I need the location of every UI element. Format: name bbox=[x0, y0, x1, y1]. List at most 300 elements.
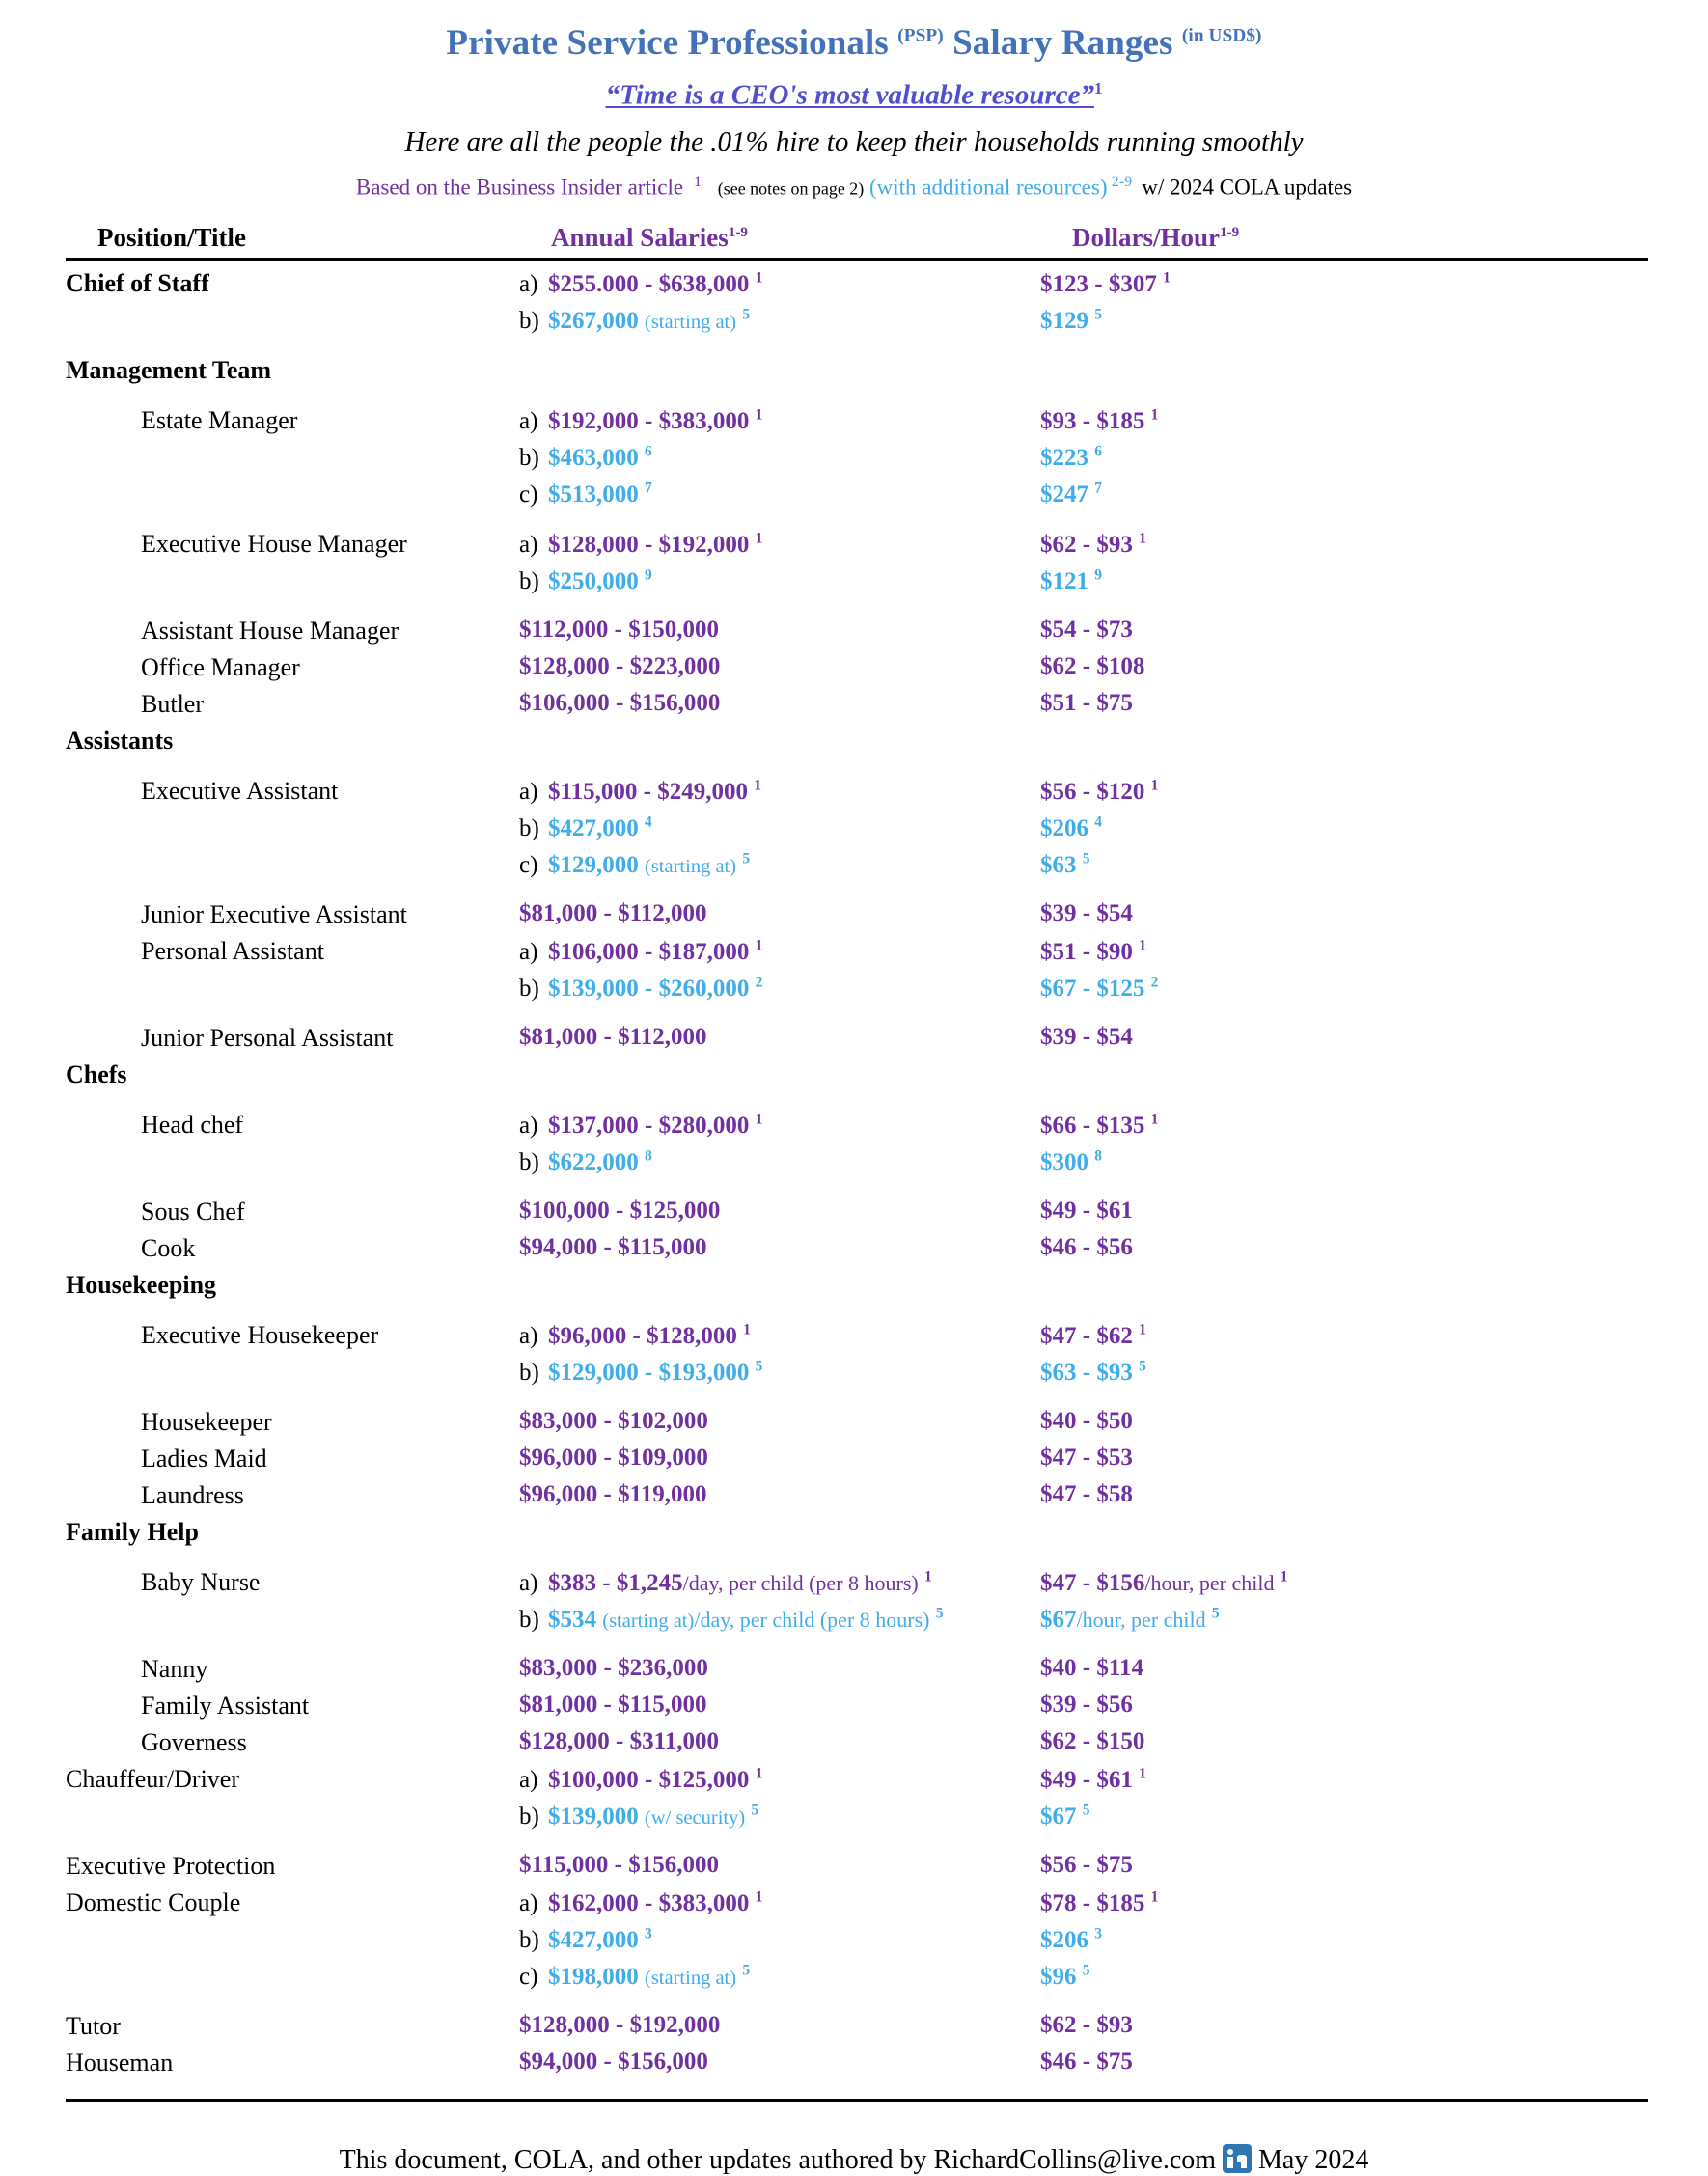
annual-salary-value-footnote: 8 bbox=[645, 1147, 652, 1165]
entry-marker: a) bbox=[519, 1112, 538, 1139]
annual-salary-value-amount: $192,000 - $383,000 bbox=[548, 407, 750, 434]
hourly-rate-value-amount: $62 - $93 bbox=[1040, 531, 1133, 558]
cell-hourly bbox=[1040, 2012, 1648, 2039]
annual-salary-value-unit: /day, per child (per 8 hours) bbox=[682, 1570, 919, 1595]
hourly-rate-value bbox=[1040, 1570, 1287, 1596]
annual-salary-value bbox=[548, 1607, 944, 1633]
cell-position bbox=[66, 777, 519, 806]
cell-hourly bbox=[1040, 777, 1648, 805]
annual-salary-value-footnote: 4 bbox=[645, 813, 652, 831]
position-title: Junior Personal Assistant bbox=[141, 1024, 394, 1053]
cell-hourly bbox=[1040, 1408, 1648, 1435]
annual-salary-value-amount: $139,000 bbox=[548, 1803, 639, 1830]
hourly-rate-value-amount: $40 - $114 bbox=[1040, 1655, 1143, 1682]
cell-annual bbox=[519, 306, 1040, 334]
cell-position bbox=[66, 2012, 519, 2041]
cell-position bbox=[66, 653, 519, 682]
cell-position bbox=[66, 1408, 519, 1437]
hourly-rate-value-amount: $63 bbox=[1040, 851, 1077, 878]
hourly-rate-value-footnote: 9 bbox=[1094, 566, 1102, 584]
position-title: Estate Manager bbox=[141, 406, 298, 435]
annual-salary-value-amount: $81,000 - $112,000 bbox=[519, 1024, 707, 1051]
hourly-rate-value-amount: $67 - $125 bbox=[1040, 975, 1145, 1002]
table-row bbox=[66, 813, 1648, 850]
position-title: Domestic Couple bbox=[66, 1888, 241, 1917]
annual-salary-value bbox=[548, 976, 762, 1002]
hourly-rate-value-amount: $46 - $56 bbox=[1040, 1234, 1133, 1261]
cell-annual bbox=[519, 1147, 1040, 1175]
cell-annual bbox=[519, 1111, 1040, 1139]
cell-annual bbox=[519, 937, 1040, 965]
annual-salary-value bbox=[548, 308, 750, 334]
hourly-rate-value bbox=[1040, 308, 1102, 334]
footer-divider-rule bbox=[66, 2099, 1648, 2102]
hourly-rate-value-amount: $247 bbox=[1040, 481, 1088, 508]
hourly-rate-value bbox=[1040, 939, 1146, 965]
cell-hourly bbox=[1040, 1728, 1648, 1755]
position-title: Chauffeur/Driver bbox=[66, 1765, 240, 1794]
annual-salary-value-amount: $96,000 - $109,000 bbox=[519, 1445, 708, 1472]
hourly-rate-value bbox=[1040, 1198, 1133, 1224]
cell-hourly bbox=[1040, 1568, 1648, 1596]
annual-salary-value bbox=[519, 2049, 708, 2075]
annual-salary-value bbox=[519, 2012, 720, 2038]
hourly-rate-value bbox=[1040, 1964, 1090, 1990]
table-row bbox=[66, 1271, 1648, 1308]
table-row bbox=[66, 1728, 1648, 1765]
cell-annual bbox=[519, 1408, 1040, 1435]
row-spacer bbox=[66, 1184, 1648, 1198]
hourly-rate-value bbox=[1040, 852, 1090, 878]
hourly-rate-value-amount: $129 bbox=[1040, 307, 1088, 334]
cell-hourly bbox=[1040, 690, 1648, 717]
table-row bbox=[66, 306, 1648, 343]
table-body bbox=[66, 261, 1648, 2085]
hourly-rate-value-amount: $300 bbox=[1040, 1148, 1088, 1175]
position-title: Housekeeper bbox=[141, 1408, 272, 1437]
annual-salary-value-amount: $128,000 - $311,000 bbox=[519, 1728, 719, 1755]
hourly-rate-value-amount: $39 - $54 bbox=[1040, 1024, 1133, 1051]
annual-salary-value-footnote: 1 bbox=[755, 1111, 763, 1128]
cell-annual bbox=[519, 1925, 1040, 1953]
annual-salary-value-unit: /day, per child (per 8 hours) bbox=[694, 1607, 930, 1632]
cell-hourly bbox=[1040, 1765, 1648, 1793]
annual-salary-value bbox=[519, 690, 720, 716]
cell-position bbox=[66, 1518, 519, 1547]
cell-hourly bbox=[1040, 1445, 1648, 1472]
column-header-hourly-ref: 1-9 bbox=[1220, 225, 1240, 241]
annual-salary-value-amount: $427,000 bbox=[548, 1926, 639, 1953]
table-row bbox=[66, 850, 1648, 887]
entry-marker: a) bbox=[519, 1889, 538, 1916]
cell-hourly bbox=[1040, 974, 1648, 1002]
table-row bbox=[66, 406, 1648, 443]
annual-salary-value-footnote: 1 bbox=[755, 1888, 763, 1906]
row-spacer bbox=[66, 1555, 1648, 1568]
entry-marker: b) bbox=[519, 814, 539, 841]
hourly-rate-value-amount: $54 - $73 bbox=[1040, 617, 1133, 644]
cell-annual bbox=[519, 406, 1040, 434]
tagline: Here are all the people the .01% hire to keep their households running smoothly bbox=[404, 126, 1304, 158]
hourly-rate-value bbox=[1040, 1804, 1090, 1830]
cell-hourly bbox=[1040, 1692, 1648, 1719]
table-row bbox=[66, 1234, 1648, 1271]
annual-salary-value bbox=[548, 482, 652, 508]
column-header-hourly-label: Dollars/Hour bbox=[1072, 223, 1220, 253]
cell-position bbox=[66, 356, 519, 385]
hourly-rate-value-amount: $62 - $93 bbox=[1040, 2012, 1133, 2039]
hourly-rate-value-amount: $39 - $56 bbox=[1040, 1692, 1133, 1719]
cell-position bbox=[66, 1111, 519, 1140]
annual-salary-value-amount: $115,000 - $249,000 bbox=[548, 778, 748, 805]
cell-position bbox=[66, 1692, 519, 1721]
table-row bbox=[66, 480, 1648, 516]
title-psp-superscript: (PSP) bbox=[897, 25, 944, 46]
cell-hourly bbox=[1040, 1024, 1648, 1051]
row-spacer bbox=[66, 1097, 1648, 1111]
row-spacer bbox=[66, 1838, 1648, 1852]
cell-annual bbox=[519, 690, 1040, 717]
table-row bbox=[66, 1060, 1648, 1097]
hourly-rate-value-amount: $56 - $120 bbox=[1040, 778, 1145, 805]
source-additional-resources: (with additional resources) bbox=[868, 175, 1108, 200]
annual-salary-value-amount: $94,000 - $156,000 bbox=[519, 2049, 708, 2076]
annual-salary-value-amount: $100,000 - $125,000 bbox=[519, 1198, 721, 1225]
hourly-rate-value bbox=[1040, 653, 1144, 679]
position-title: Executive Housekeeper bbox=[141, 1321, 379, 1350]
entry-marker: b) bbox=[519, 1148, 539, 1175]
cell-position bbox=[66, 1888, 519, 1917]
hourly-rate-value-footnote: 1 bbox=[1150, 1888, 1159, 1906]
position-title: Baby Nurse bbox=[141, 1568, 261, 1597]
table-row bbox=[66, 1802, 1648, 1838]
annual-salary-value-footnote: 7 bbox=[645, 480, 652, 497]
table-row bbox=[66, 566, 1648, 603]
cell-hourly bbox=[1040, 813, 1648, 841]
hourly-rate-value-amount: $47 - $62 bbox=[1040, 1322, 1133, 1349]
annual-salary-value-amount: $106,000 - $187,000 bbox=[548, 938, 750, 965]
column-header-position-label: Position/Title bbox=[97, 223, 247, 253]
hourly-rate-value-amount: $67 bbox=[1040, 1606, 1077, 1633]
table-row bbox=[66, 727, 1648, 763]
column-header-hourly bbox=[1072, 225, 1648, 251]
table-row bbox=[66, 356, 1648, 393]
page-title bbox=[0, 0, 1708, 63]
cell-position bbox=[66, 269, 519, 298]
position-title: Family Help bbox=[66, 1518, 199, 1547]
annual-salary-value-amount: $513,000 bbox=[548, 481, 639, 508]
hourly-rate-value bbox=[1040, 408, 1158, 434]
table-row bbox=[66, 617, 1648, 653]
annual-salary-value-footnote: 5 bbox=[742, 306, 751, 323]
cell-annual bbox=[519, 1358, 1040, 1386]
hourly-rate-value bbox=[1040, 1728, 1144, 1754]
position-title: Tutor bbox=[66, 2012, 121, 2041]
table-row bbox=[66, 777, 1648, 813]
annual-salary-value-amount: $139,000 - $260,000 bbox=[548, 975, 750, 1002]
entry-marker: a) bbox=[519, 938, 538, 965]
position-title: Management Team bbox=[66, 356, 272, 385]
annual-salary-value-qualifier: (starting at) bbox=[645, 311, 737, 333]
cell-position bbox=[66, 1234, 519, 1263]
hourly-rate-value bbox=[1040, 1481, 1133, 1507]
hourly-rate-value-amount: $223 bbox=[1040, 444, 1088, 471]
hourly-rate-value-amount: $47 - $53 bbox=[1040, 1445, 1133, 1472]
hourly-rate-value bbox=[1040, 1607, 1220, 1633]
hourly-rate-value-amount: $49 - $61 bbox=[1040, 1198, 1133, 1225]
cell-hourly bbox=[1040, 1111, 1648, 1139]
cell-hourly bbox=[1040, 269, 1648, 297]
table-row bbox=[66, 2012, 1648, 2049]
hourly-rate-value-footnote: 3 bbox=[1094, 1925, 1102, 1942]
annual-salary-value-amount: $128,000 - $223,000 bbox=[519, 653, 721, 680]
cell-annual bbox=[519, 2049, 1040, 2076]
annual-salary-value bbox=[519, 1852, 719, 1878]
entry-marker: b) bbox=[519, 1606, 539, 1633]
position-title: Houseman bbox=[66, 2049, 174, 2078]
annual-salary-value-footnote: 1 bbox=[754, 777, 761, 794]
annual-salary-value-amount: $128,000 - $192,000 bbox=[519, 2012, 721, 2039]
cell-annual bbox=[519, 480, 1040, 508]
entry-marker: b) bbox=[519, 1359, 539, 1386]
hourly-rate-value-footnote: 5 bbox=[1094, 306, 1102, 323]
annual-salary-value bbox=[548, 408, 762, 434]
cell-hourly bbox=[1040, 1481, 1648, 1508]
annual-salary-value-amount: $129,000 bbox=[548, 851, 639, 878]
annual-salary-value bbox=[548, 445, 652, 471]
table-row bbox=[66, 1358, 1648, 1394]
annual-salary-value-footnote: 1 bbox=[755, 1765, 763, 1782]
hourly-rate-value bbox=[1040, 815, 1102, 841]
annual-salary-value-amount: $427,000 bbox=[548, 814, 639, 841]
entry-marker: a) bbox=[519, 1569, 538, 1596]
hourly-rate-value-amount: $66 - $135 bbox=[1040, 1112, 1145, 1139]
hourly-rate-value bbox=[1040, 1360, 1146, 1386]
row-spacer bbox=[66, 887, 1648, 900]
hourly-rate-value-footnote: 8 bbox=[1094, 1147, 1102, 1165]
hourly-rate-value-footnote: 2 bbox=[1150, 974, 1159, 991]
table-row bbox=[66, 653, 1648, 690]
cell-hourly bbox=[1040, 937, 1648, 965]
source-cola-note: w/ 2024 COLA updates bbox=[1142, 175, 1353, 200]
row-spacer bbox=[66, 1010, 1648, 1024]
cell-position bbox=[66, 937, 519, 966]
cell-position bbox=[66, 617, 519, 646]
hourly-rate-value bbox=[1040, 1927, 1102, 1953]
entry-marker: a) bbox=[519, 270, 538, 297]
hourly-rate-value bbox=[1040, 1767, 1146, 1793]
position-title: Chief of Staff bbox=[66, 269, 209, 298]
cell-hourly bbox=[1040, 2049, 1648, 2076]
hourly-rate-value bbox=[1040, 617, 1133, 643]
table-row bbox=[66, 1111, 1648, 1147]
cell-hourly bbox=[1040, 566, 1648, 594]
cell-annual bbox=[519, 1321, 1040, 1349]
row-spacer bbox=[66, 343, 1648, 356]
cell-annual bbox=[519, 1888, 1040, 1916]
table-row bbox=[66, 690, 1648, 727]
cell-position bbox=[66, 1060, 519, 1089]
annual-salary-value-amount: $137,000 - $280,000 bbox=[548, 1112, 750, 1139]
cell-hourly bbox=[1040, 1358, 1648, 1386]
hourly-rate-value-amount: $46 - $75 bbox=[1040, 2049, 1133, 2076]
annual-salary-value bbox=[519, 1481, 706, 1507]
table-row bbox=[66, 1408, 1648, 1445]
cell-annual bbox=[519, 1605, 1040, 1633]
hourly-rate-value bbox=[1040, 1655, 1143, 1681]
cell-hourly bbox=[1040, 1962, 1648, 1990]
annual-salary-value-qualifier: (starting at) bbox=[602, 1610, 695, 1632]
cell-position bbox=[66, 1655, 519, 1684]
hourly-rate-value bbox=[1040, 690, 1133, 716]
hourly-rate-value-footnote: 5 bbox=[1082, 1802, 1090, 1819]
annual-salary-value bbox=[548, 568, 652, 594]
row-spacer bbox=[66, 393, 1648, 406]
hourly-rate-value-amount: $206 bbox=[1040, 814, 1088, 841]
position-title: Governess bbox=[141, 1728, 247, 1757]
entry-marker: b) bbox=[519, 1803, 539, 1830]
annual-salary-value bbox=[548, 1767, 762, 1793]
hourly-rate-value-amount: $67 bbox=[1040, 1803, 1077, 1830]
table-row bbox=[66, 530, 1648, 566]
footer-date: May 2024 bbox=[1258, 2145, 1369, 2176]
cell-position bbox=[66, 1198, 519, 1226]
annual-salary-value bbox=[548, 1149, 652, 1175]
cell-annual bbox=[519, 1568, 1040, 1596]
hourly-rate-value-amount: $78 - $185 bbox=[1040, 1889, 1145, 1916]
hourly-rate-value-amount: $49 - $61 bbox=[1040, 1766, 1133, 1793]
position-title: Personal Assistant bbox=[141, 937, 324, 966]
hourly-rate-value-footnote: 1 bbox=[1139, 530, 1146, 547]
linkedin-icon[interactable] bbox=[1223, 2144, 1252, 2173]
title-main: Private Service Professionals bbox=[446, 23, 889, 63]
annual-salary-value bbox=[519, 1198, 720, 1224]
annual-salary-value-amount: $463,000 bbox=[548, 444, 639, 471]
table-row bbox=[66, 1605, 1648, 1641]
cell-hourly bbox=[1040, 306, 1648, 334]
cell-position bbox=[66, 727, 519, 756]
hourly-rate-value-footnote: 4 bbox=[1094, 813, 1102, 831]
annual-salary-value-amount: $83,000 - $102,000 bbox=[519, 1408, 708, 1435]
entry-marker: b) bbox=[519, 1926, 539, 1953]
entry-marker: b) bbox=[519, 975, 539, 1002]
annual-salary-value-footnote: 5 bbox=[742, 850, 751, 868]
cell-annual bbox=[519, 777, 1040, 805]
position-title: Family Assistant bbox=[141, 1692, 310, 1721]
annual-salary-value bbox=[548, 1927, 652, 1953]
annual-salary-value bbox=[548, 1804, 758, 1830]
hourly-rate-value-footnote: 1 bbox=[1150, 777, 1159, 794]
hourly-rate-value bbox=[1040, 2049, 1133, 2075]
table-row bbox=[66, 1852, 1648, 1888]
annual-salary-value-qualifier: (w/ security) bbox=[645, 1806, 746, 1829]
hourly-rate-value-amount: $123 - $307 bbox=[1040, 270, 1157, 297]
table-row bbox=[66, 1655, 1648, 1692]
cell-hourly bbox=[1040, 480, 1648, 508]
table-row bbox=[66, 1518, 1648, 1555]
entry-marker: a) bbox=[519, 1766, 538, 1793]
annual-salary-value-amount: $81,000 - $115,000 bbox=[519, 1692, 707, 1719]
hourly-rate-value-amount: $206 bbox=[1040, 1926, 1088, 1953]
annual-salary-value bbox=[519, 653, 720, 679]
annual-salary-value-qualifier: (starting at) bbox=[645, 855, 737, 877]
annual-salary-value bbox=[519, 900, 706, 926]
cell-annual bbox=[519, 1655, 1040, 1682]
table-row bbox=[66, 974, 1648, 1010]
hourly-rate-value bbox=[1040, 900, 1133, 926]
cell-hourly bbox=[1040, 617, 1648, 644]
cell-annual bbox=[519, 813, 1040, 841]
annual-salary-value-amount: $96,000 - $119,000 bbox=[519, 1481, 707, 1508]
table-row bbox=[66, 1445, 1648, 1481]
annual-salary-value-amount: $112,000 - $150,000 bbox=[519, 617, 719, 644]
annual-salary-value-amount: $81,000 - $112,000 bbox=[519, 900, 707, 927]
position-title: Housekeeping bbox=[66, 1271, 217, 1300]
table-row bbox=[66, 1888, 1648, 1925]
cell-annual bbox=[519, 1765, 1040, 1793]
document-footer bbox=[0, 2144, 1708, 2176]
annual-salary-value-amount: $96,000 - $128,000 bbox=[548, 1322, 737, 1349]
table-row bbox=[66, 1568, 1648, 1605]
cell-position bbox=[66, 1024, 519, 1053]
cell-annual bbox=[519, 1234, 1040, 1261]
annual-salary-value-amount: $106,000 - $156,000 bbox=[519, 690, 721, 717]
annual-salary-value bbox=[519, 1408, 708, 1434]
table-row bbox=[66, 1024, 1648, 1060]
annual-salary-value-footnote: 1 bbox=[755, 406, 763, 424]
table-row bbox=[66, 1765, 1648, 1802]
table-row bbox=[66, 1692, 1648, 1728]
cell-hourly bbox=[1040, 1234, 1648, 1261]
annual-salary-value-footnote: 1 bbox=[924, 1568, 932, 1585]
hourly-rate-value-amount: $56 - $75 bbox=[1040, 1852, 1133, 1879]
annual-salary-value-amount: $534 bbox=[548, 1606, 596, 1633]
cell-position bbox=[66, 530, 519, 559]
table-row bbox=[66, 2049, 1648, 2085]
cell-hourly bbox=[1040, 1888, 1648, 1916]
source-article-text: Based on the Business Insider article bbox=[355, 175, 684, 200]
annual-salary-value bbox=[548, 532, 762, 558]
cell-hourly bbox=[1040, 1852, 1648, 1879]
hourly-rate-value-footnote: 1 bbox=[1280, 1568, 1288, 1585]
cell-annual bbox=[519, 1024, 1040, 1051]
entry-marker: a) bbox=[519, 531, 538, 558]
hourly-rate-value-footnote: 1 bbox=[1139, 1765, 1146, 1782]
hourly-rate-value-amount: $47 - $58 bbox=[1040, 1481, 1133, 1508]
column-header-annual bbox=[551, 225, 1072, 251]
table-row bbox=[66, 1925, 1648, 1962]
annual-salary-value-qualifier: (starting at) bbox=[645, 1967, 737, 1989]
row-spacer bbox=[66, 516, 1648, 530]
hourly-rate-value-amount: $51 - $90 bbox=[1040, 938, 1133, 965]
cell-position bbox=[66, 2049, 519, 2078]
subtitle-quote: “Time is a CEO's most valuable resource” bbox=[605, 79, 1095, 111]
hourly-rate-value-amount: $93 - $185 bbox=[1040, 407, 1145, 434]
position-title: Chefs bbox=[66, 1060, 127, 1089]
annual-salary-value-amount: $129,000 - $193,000 bbox=[548, 1359, 750, 1386]
annual-salary-value-amount: $100,000 - $125,000 bbox=[548, 1766, 750, 1793]
annual-salary-value bbox=[519, 1655, 708, 1681]
annual-salary-value bbox=[519, 1234, 706, 1260]
annual-salary-value bbox=[548, 1570, 932, 1596]
annual-salary-value bbox=[548, 939, 762, 965]
annual-salary-value-amount: $128,000 - $192,000 bbox=[548, 531, 750, 558]
position-title: Executive Protection bbox=[66, 1852, 276, 1881]
annual-salary-value bbox=[519, 1024, 706, 1050]
cell-position bbox=[66, 1445, 519, 1474]
position-title: Office Manager bbox=[141, 653, 300, 682]
cell-position bbox=[66, 1321, 519, 1350]
